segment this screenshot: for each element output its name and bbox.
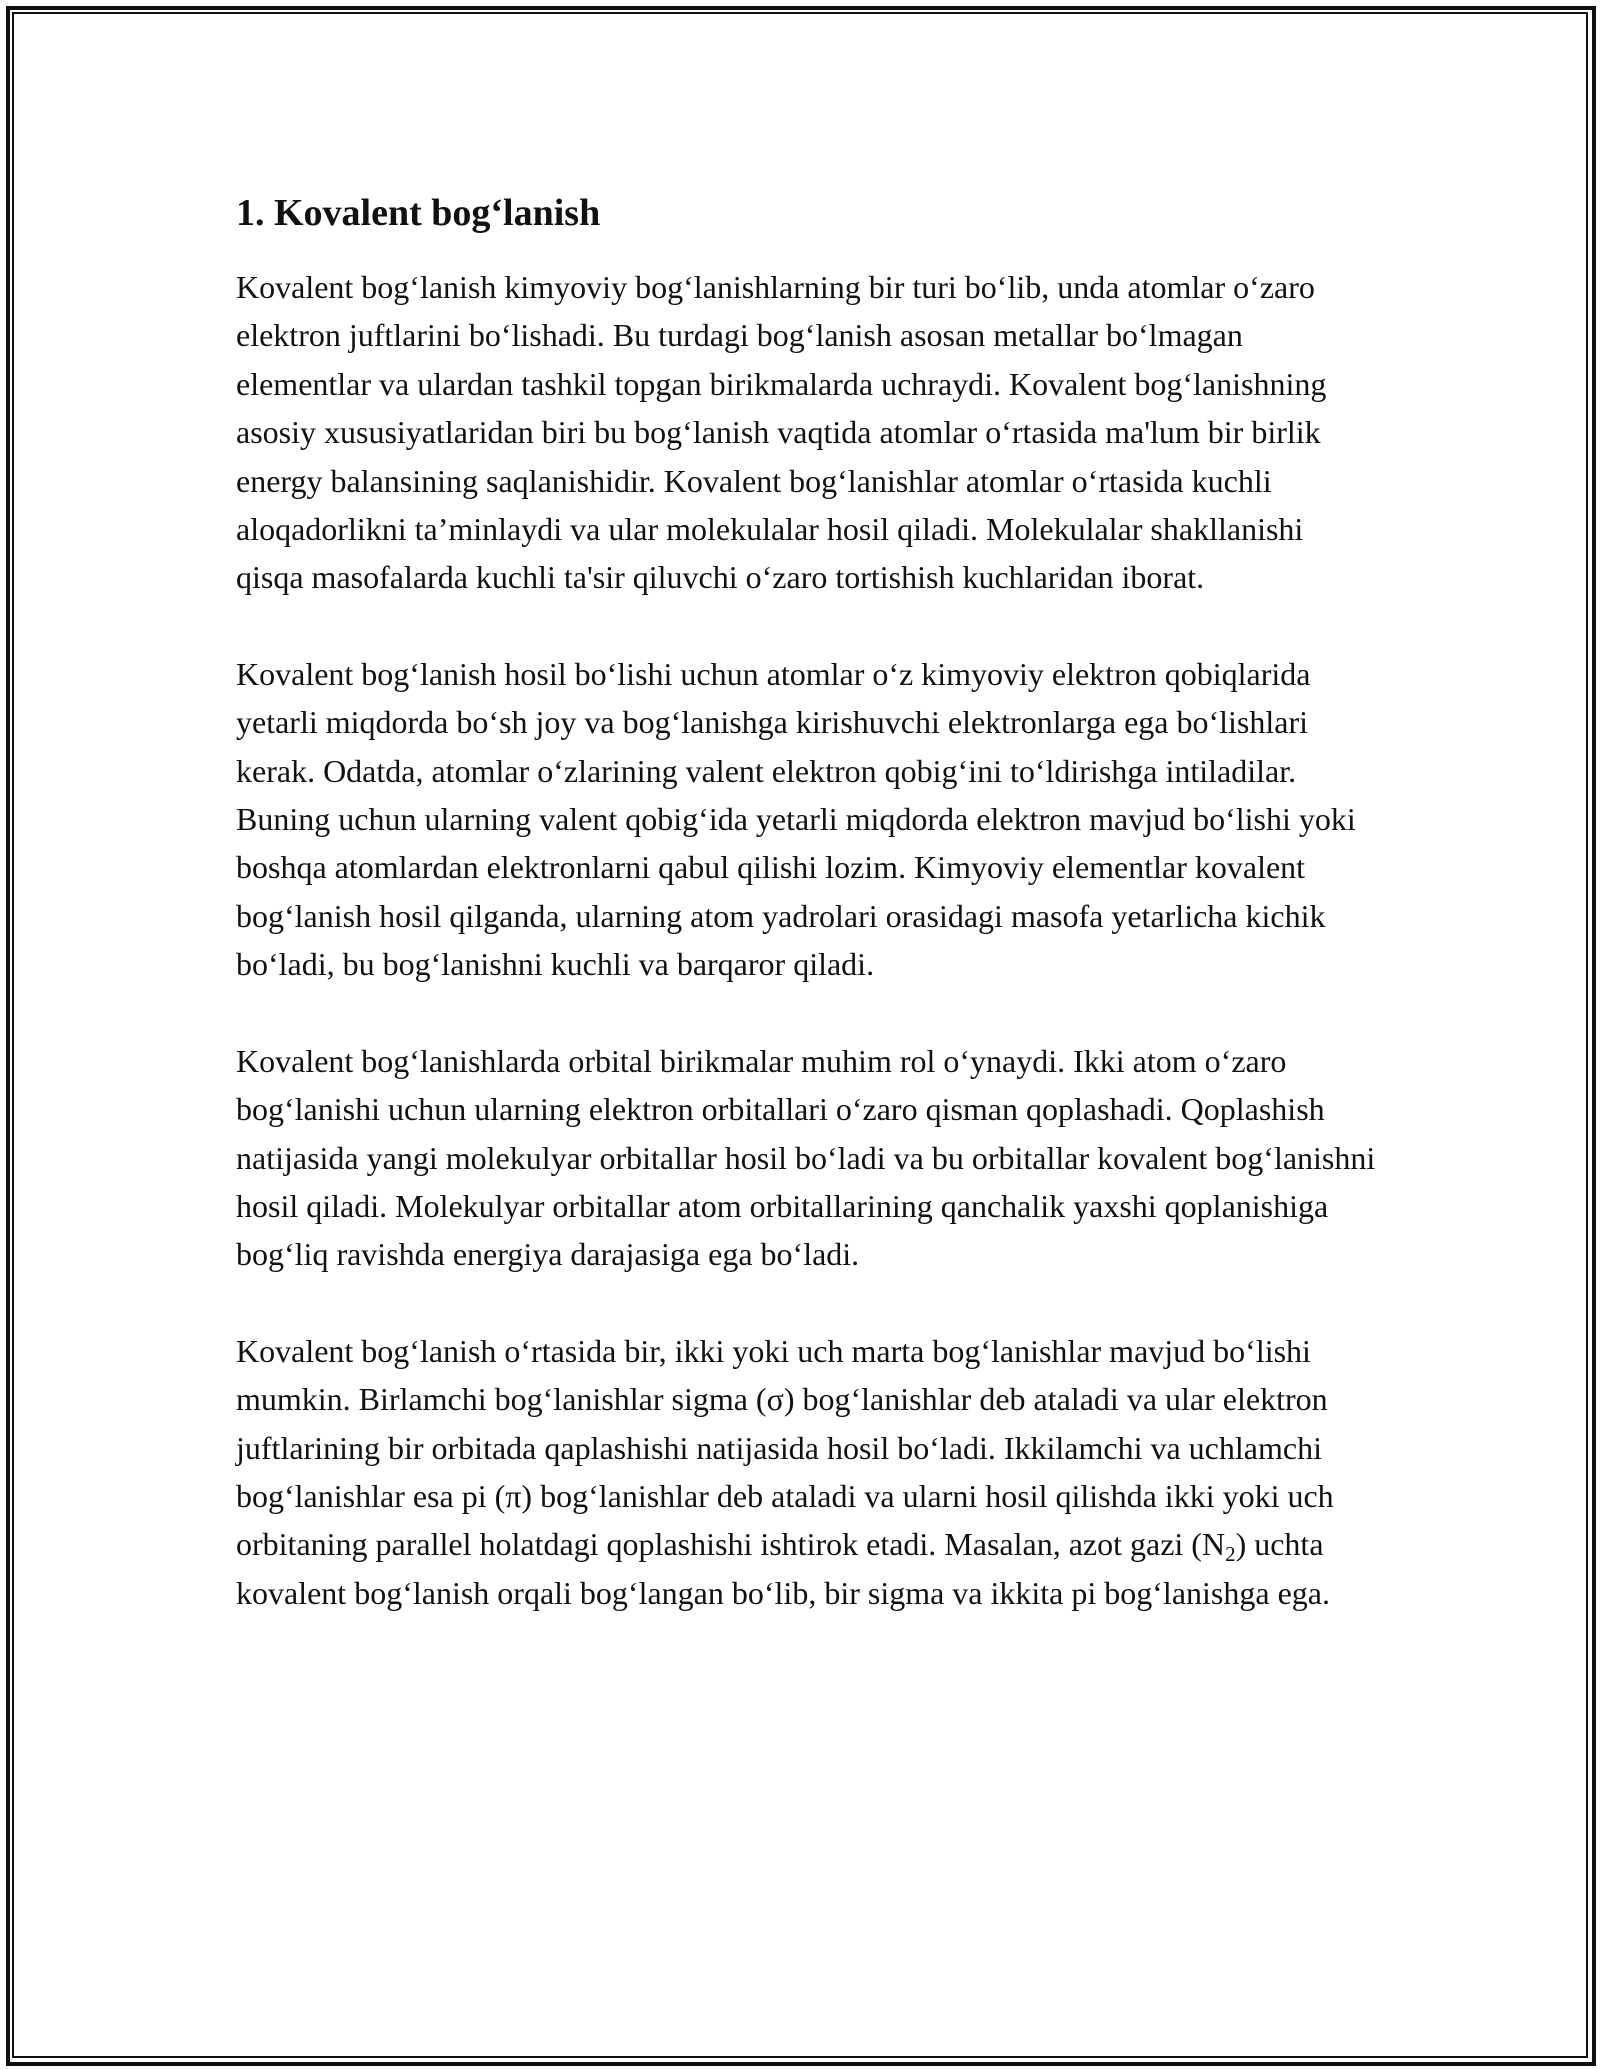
paragraph-1: Kovalent bog‘lanish kimyoviy bog‘lanishlarning bir turi bo‘lib, unda atomlar o‘zaro elektron juftlarini bo‘lishadi. Bu turdagi bog‘lanish asosan metallar bo‘lmagan elementlar va ulardan tashkil topgan birikmalarda uchraydi. Kovalent bog‘lanishning asosiy xususiyatlaridan biri bu bog‘lanish vaqtida atomlar o‘rtasida ma'lum bir birlik energy balansining saqlanishidir. Kovalent bog‘lanishlar atomlar o‘rtasida kuchli aloqadorlikni ta’minlaydi va ular molekulalar hosil qiladi. Molekulalar shakllanishi qisqa masofalarda kuchli ta'sir qiluvchi o‘zaro tortishish kuchlaridan iborat.	[236, 269, 1327, 596]
section-heading: 1. Kovalent bog‘lanish	[236, 192, 601, 234]
paragraph-2: Kovalent bog‘lanish hosil bo‘lishi uchun atomlar o‘z kimyoviy elektron qobiqlarida yetarli miqdorda bo‘sh joy va bog‘lanishga kirishuvchi elektronlarga ega bo‘lishlari kerak. Odatda, atomlar o‘zlarining valent elektron qobig‘ini to‘ldirishga intiladilar. Buning uchun ularning valent qobig‘ida yetarli miqdorda elektron mavjud bo‘lishi yoki boshqa atomlardan elektronlarni qabul qilishi lozim. Kimyoviy elementlar kovalent bog‘lanish hosil qilganda, ularning atom yadrolari orasidagi masofa yetarlicha kichik bo‘ladi, bu bog‘lanishni kuchli va barqaror qiladi.	[236, 655, 1356, 983]
nitrogen-subscript: 2	[1225, 1542, 1236, 1567]
paragraph-4	[236, 1327, 1376, 1617]
paragraph-3: Kovalent bog‘lanishlarda orbital birikmalar muhim rol o‘ynaydi. Ikki atom o‘zaro bog‘lanishi uchun ularning elektron orbitallari o‘zaro qisman qoplashadi. Qoplashish natijasida yangi molekulyar orbitallar hosil bo‘ladi va bu orbitallar kovalent bog‘lanishni hosil qiladi. Molekulyar orbitallar atom orbitallarining qanchalik yaxshi qoplanishiga bog‘liq ravishda energiya darajasiga ega bo‘ladi.	[236, 1042, 1376, 1273]
paragraph-4-text-before: Kovalent bog‘lanish o‘rtasida bir, ikki yoki uch marta bog‘lanishlar mavjud bo‘lishi mumkin. Birlamchi bog‘lanishlar sigma (σ) bog‘lanishlar deb ataladi va ular elektron juftlarining bir orbitada qaplashishi natijasida hosil bo‘ladi. Ikkilamchi va uchlamchi bog‘lanishlar esa pi (π) bog‘lanishlar deb ataladi va ularni hosil qilishda ikki yoki uch orbitaning parallel holatdagi qoplashishi ishtirok etadi. Masalan, azot gazi (N	[236, 1332, 1334, 1563]
document-body	[236, 185, 1376, 1617]
paragraph-4-text-after: ) uchta kovalent bog‘lanish orqali bog‘langan bo‘lib, bir sigma va ikkita pi bog‘lanishga ega.	[236, 1526, 1330, 1611]
